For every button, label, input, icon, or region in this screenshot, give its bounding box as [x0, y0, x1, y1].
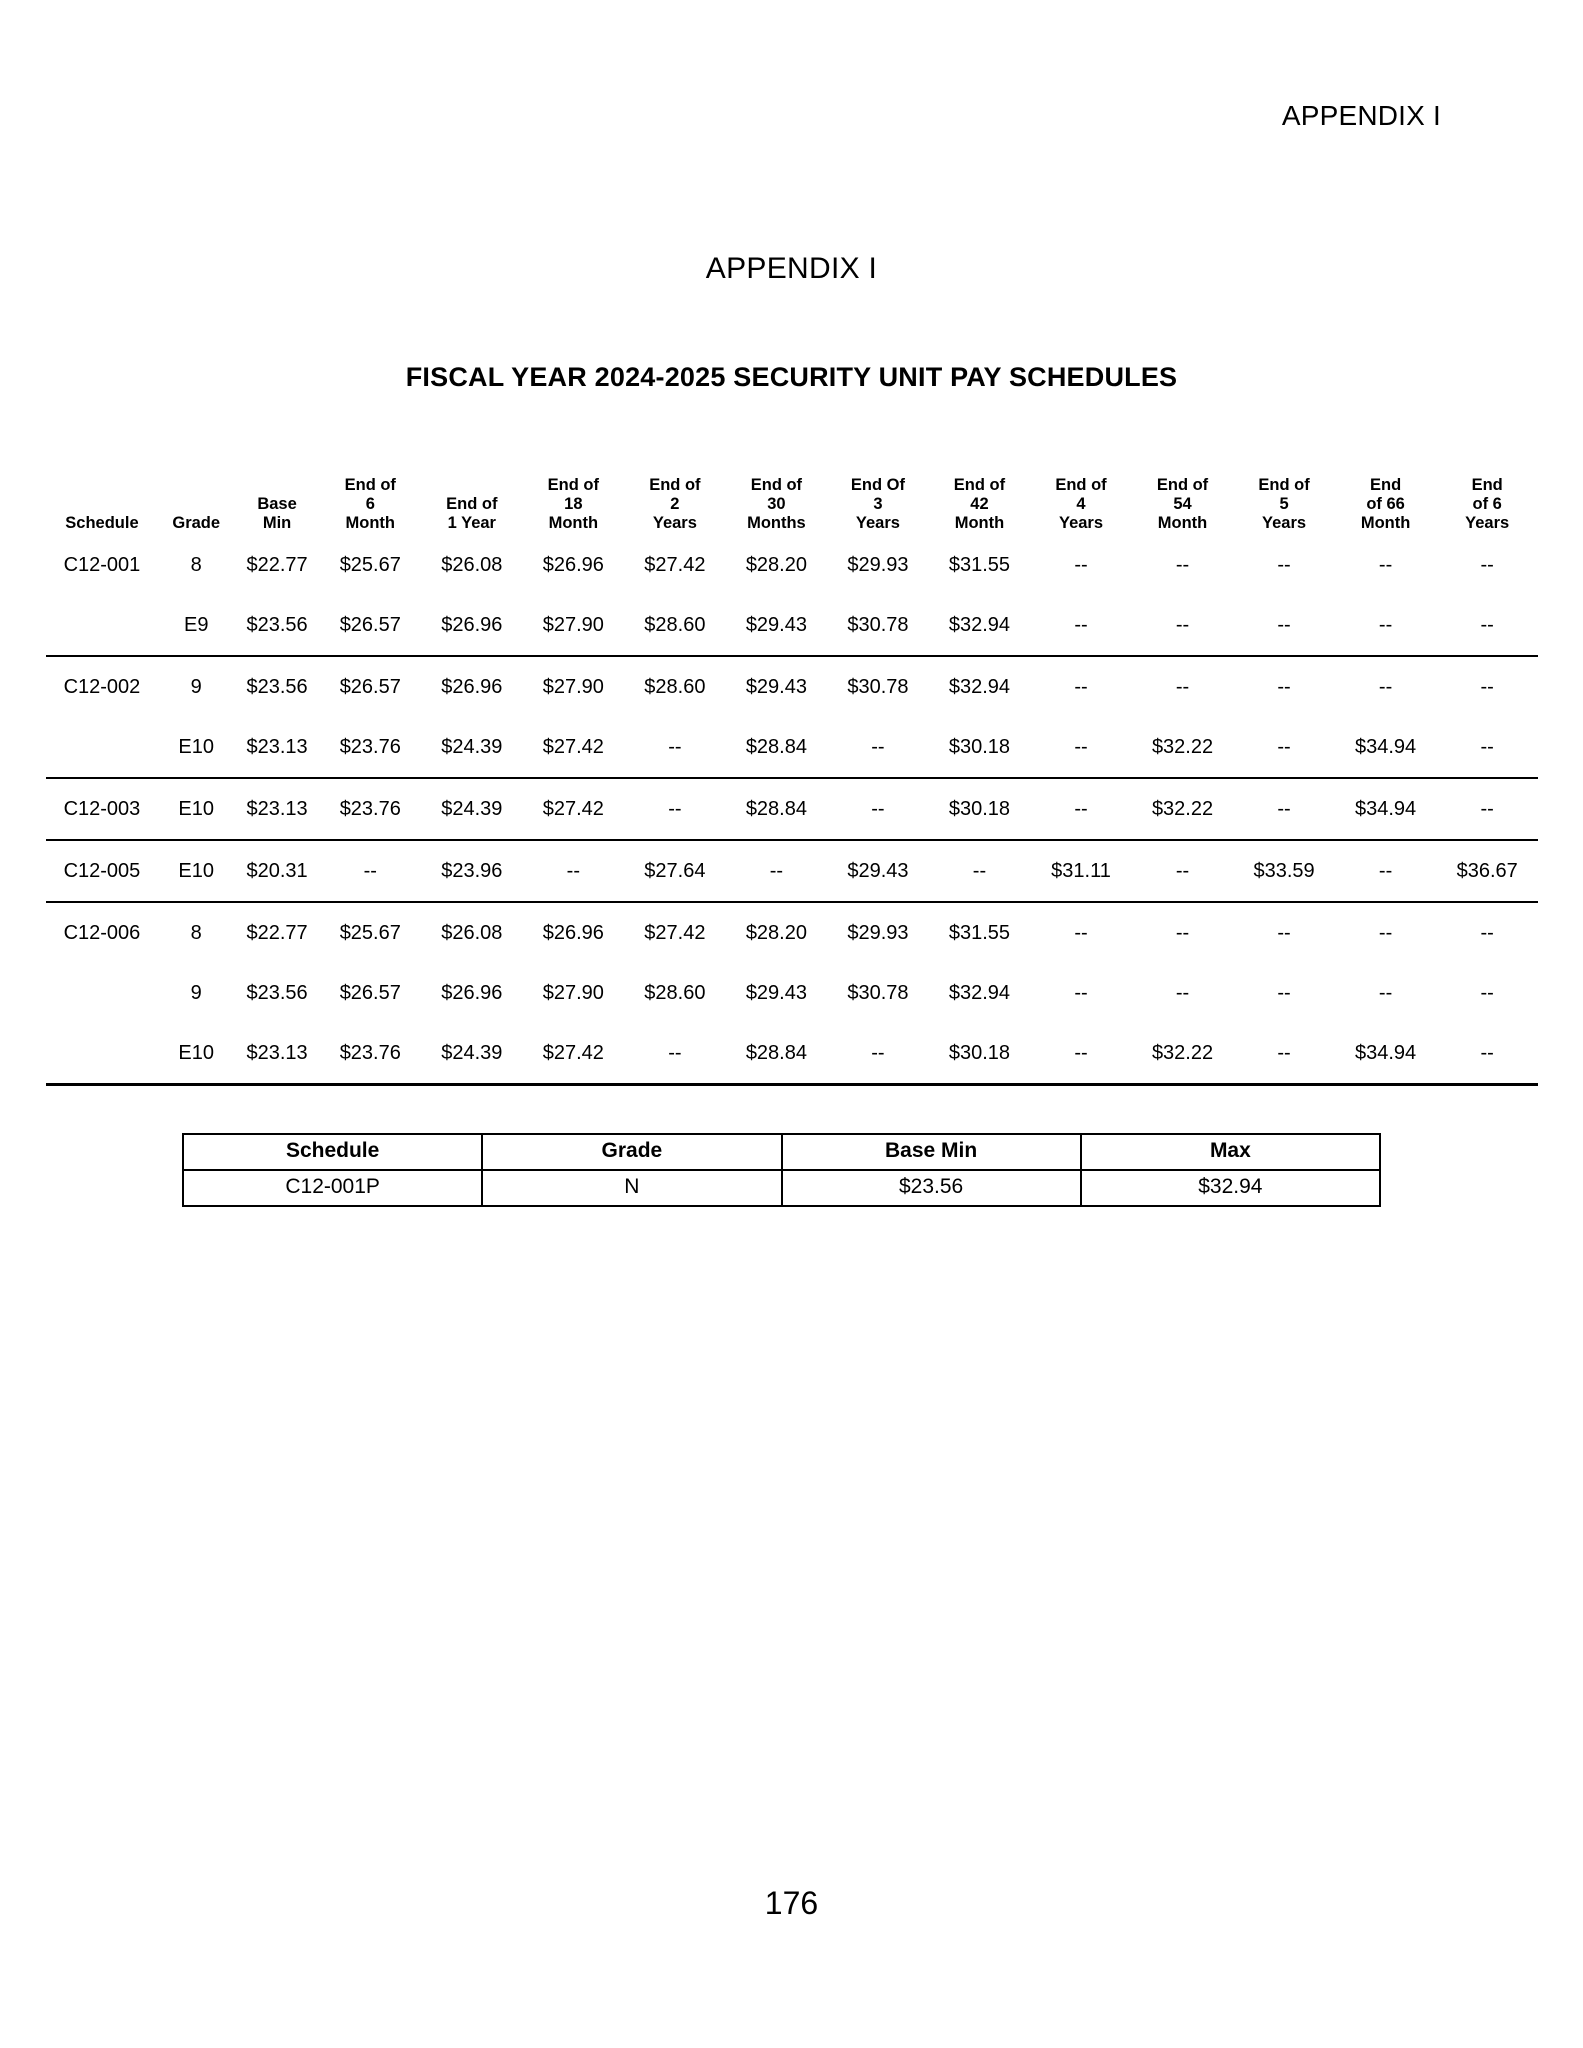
- pay-rate-cell: --: [1436, 902, 1538, 963]
- pay-rate-cell: $24.39: [421, 1023, 523, 1085]
- pay-rate-cell: $30.18: [948, 736, 1011, 758]
- pay-rate-cell: --: [1074, 982, 1088, 1004]
- pay-table-column-header: [1233, 447, 1335, 535]
- column-header-line: 30: [767, 494, 786, 513]
- schedule-cell: C12-001: [63, 554, 141, 576]
- pay-rate-cell: --: [1436, 656, 1538, 717]
- summary-column-header: Grade: [482, 1134, 781, 1170]
- pay-rate-cell: --: [1436, 1023, 1538, 1085]
- pay-rate-cell: $32.94: [929, 656, 1031, 717]
- pay-rate-cell: $25.67: [339, 554, 401, 576]
- schedule-cell: C12-006: [46, 902, 158, 963]
- pay-rate-cell: --: [827, 778, 929, 840]
- pay-rate-cell: $34.94: [1335, 1023, 1437, 1085]
- pay-rate-cell: $23.56: [246, 614, 308, 636]
- column-header-line: Month: [1360, 513, 1411, 532]
- page-title: APPENDIX I: [705, 252, 878, 285]
- pay-rate-cell: $29.43: [745, 982, 807, 1004]
- pay-table-column-header: [523, 447, 625, 535]
- column-header-line: 6: [365, 494, 375, 513]
- pay-rate-cell: --: [1277, 736, 1291, 758]
- pay-rate-cell: $27.90: [542, 982, 604, 1004]
- pay-table-column-header: [1030, 447, 1132, 535]
- column-header-line: End of: [547, 475, 599, 494]
- column-header-line: Years: [1058, 513, 1104, 532]
- pay-rate-cell: $32.22: [1151, 736, 1214, 758]
- pay-rate-cell: $27.42: [542, 736, 604, 758]
- pay-rate-cell: --: [1378, 614, 1393, 636]
- table-row: [46, 656, 1538, 717]
- summary-cell: $32.94: [1081, 1170, 1380, 1206]
- pay-table-column-header: [320, 447, 422, 535]
- schedule-cell: [46, 595, 158, 656]
- column-header-line: End of: [750, 475, 803, 494]
- pay-rate-cell: --: [624, 778, 726, 840]
- pay-rate-cell: --: [871, 736, 885, 758]
- pay-rate-cell: --: [1074, 614, 1088, 636]
- pay-rate-cell: $30.78: [847, 982, 909, 1004]
- pay-table-column-header: [158, 447, 235, 535]
- pay-rate-cell: --: [827, 1023, 929, 1085]
- pay-rate-cell: --: [1233, 902, 1335, 963]
- column-header-line: End: [1370, 475, 1402, 494]
- pay-table-column-header: [235, 447, 320, 535]
- column-header-line: of 6: [1472, 494, 1502, 513]
- column-header-line: End of: [1156, 475, 1209, 494]
- column-header-line: 42: [970, 494, 989, 513]
- pay-rate-cell: $30.18: [929, 778, 1031, 840]
- table-row: [46, 595, 1538, 656]
- pay-rate-cell: $23.76: [339, 736, 401, 758]
- pay-rate-cell: --: [1132, 840, 1234, 902]
- column-header-line: 1 Year: [447, 513, 496, 532]
- column-header-line: of 66: [1366, 494, 1405, 513]
- pay-table-column-header: [421, 447, 523, 535]
- summary-cell: N: [482, 1170, 781, 1206]
- summary-cell: C12-001P: [183, 1170, 482, 1206]
- column-header-line: 5: [1279, 494, 1289, 513]
- pay-table-column-header: [1436, 447, 1538, 535]
- pay-rate-cell: $36.67: [1436, 840, 1538, 902]
- pay-rate-cell: $28.60: [624, 656, 726, 717]
- table-row: [46, 840, 1538, 902]
- column-header-line: Month: [1157, 513, 1208, 532]
- grade-cell: E10: [178, 736, 215, 758]
- pay-rate-cell: $31.55: [948, 554, 1011, 576]
- summary-table: [182, 1133, 1381, 1207]
- pay-rate-cell: $26.96: [441, 982, 503, 1004]
- pay-rate-cell: $24.39: [421, 778, 523, 840]
- pay-rate-cell: --: [1277, 614, 1291, 636]
- column-header-line: Base: [257, 494, 297, 513]
- pay-rate-cell: $20.31: [235, 840, 320, 902]
- pay-table-header: [46, 447, 1538, 535]
- column-header-line: End of: [953, 475, 1006, 494]
- pay-rate-cell: --: [1132, 902, 1234, 963]
- pay-rate-cell: --: [1233, 656, 1335, 717]
- pay-rate-cell: $26.57: [320, 656, 422, 717]
- column-header-line: Month: [954, 513, 1005, 532]
- pay-rate-cell: --: [668, 736, 682, 758]
- column-header-line: 3: [873, 494, 883, 513]
- pay-rate-cell: $25.67: [320, 902, 422, 963]
- pay-rate-cell: $23.13: [235, 1023, 320, 1085]
- pay-rate-cell: --: [320, 840, 422, 902]
- pay-rate-cell: --: [1175, 982, 1190, 1004]
- pay-schedule-table: [46, 447, 1538, 1086]
- column-header-line: 18: [564, 494, 583, 513]
- pay-rate-cell: $27.64: [624, 840, 726, 902]
- pay-rate-cell: $31.55: [929, 902, 1031, 963]
- pay-rate-cell: --: [523, 840, 625, 902]
- pay-rate-cell: $30.78: [847, 614, 909, 636]
- pay-rate-cell: $29.43: [745, 614, 807, 636]
- pay-rate-cell: --: [1030, 902, 1132, 963]
- column-header-line: 2: [670, 494, 680, 513]
- table-row: [46, 902, 1538, 963]
- pay-rate-cell: $32.22: [1132, 1023, 1234, 1085]
- pay-rate-cell: $24.39: [441, 736, 503, 758]
- pay-rate-cell: --: [1480, 614, 1494, 636]
- pay-table-column-header: [1132, 447, 1234, 535]
- column-header-line: Years: [1262, 513, 1307, 532]
- pay-rate-cell: $27.42: [624, 902, 726, 963]
- pay-rate-cell: $27.90: [523, 656, 625, 717]
- column-header-line: Years: [855, 513, 900, 532]
- summary-table-header-row: [183, 1134, 1380, 1170]
- pay-rate-cell: --: [1436, 778, 1538, 840]
- pay-rate-cell: $23.56: [246, 982, 308, 1004]
- pay-rate-cell: --: [1074, 554, 1088, 576]
- pay-rate-cell: --: [1335, 840, 1437, 902]
- schedule-cell: C12-005: [46, 840, 158, 902]
- column-header-line: End Of: [850, 475, 905, 494]
- pay-rate-cell: $28.60: [644, 982, 706, 1004]
- pay-rate-cell: $29.43: [726, 656, 828, 717]
- pay-rate-cell: $28.20: [726, 902, 828, 963]
- pay-rate-cell: $34.94: [1335, 778, 1437, 840]
- page-number: 176: [764, 1885, 819, 1921]
- grade-cell: E9: [183, 614, 209, 636]
- column-header-line: End: [1471, 475, 1503, 494]
- pay-rate-cell: $30.78: [827, 656, 929, 717]
- grade-cell: 9: [190, 982, 202, 1004]
- summary-column-header: Schedule: [183, 1134, 482, 1170]
- column-header-line: End of: [1258, 475, 1310, 494]
- summary-column-header: Base Min: [782, 1134, 1081, 1170]
- column-header-line: End of: [1055, 475, 1107, 494]
- summary-table-header: [183, 1134, 1380, 1170]
- pay-table-header-row: [46, 447, 1538, 535]
- page-subtitle: FISCAL YEAR 2024-2025 SECURITY UNIT PAY SCHEDULES: [405, 362, 1178, 392]
- pay-table-column-header: [46, 447, 158, 535]
- table-row: [46, 963, 1538, 1023]
- grade-cell: E10: [158, 778, 235, 840]
- pay-rate-cell: $26.57: [339, 614, 401, 636]
- grade-cell: E10: [158, 1023, 235, 1085]
- column-header-line: Years: [652, 513, 697, 532]
- column-header-line: End of: [344, 475, 396, 494]
- pay-rate-cell: $32.22: [1132, 778, 1234, 840]
- table-row: [46, 778, 1538, 840]
- column-header-line: Months: [747, 513, 806, 532]
- pay-rate-cell: --: [1175, 554, 1190, 576]
- column-header-line: Min: [262, 513, 292, 532]
- table-row: [183, 1170, 1380, 1206]
- summary-column-header: Max: [1081, 1134, 1380, 1170]
- pay-rate-cell: $33.59: [1233, 840, 1335, 902]
- pay-rate-cell: $26.08: [421, 902, 523, 963]
- pay-rate-cell: --: [1233, 1023, 1335, 1085]
- pay-rate-cell: --: [929, 840, 1031, 902]
- pay-schedule-table-container: [46, 447, 1538, 1086]
- pay-rate-cell: $32.94: [948, 982, 1011, 1004]
- pay-rate-cell: $28.84: [726, 1023, 828, 1085]
- pay-rate-cell: $28.20: [745, 554, 807, 576]
- pay-rate-cell: $27.42: [523, 778, 625, 840]
- pay-rate-cell: $34.94: [1355, 736, 1417, 758]
- column-header-line: Grade: [172, 513, 221, 532]
- pay-rate-cell: $23.13: [235, 778, 320, 840]
- pay-rate-cell: --: [1030, 656, 1132, 717]
- summary-cell: $23.56: [782, 1170, 1081, 1206]
- pay-rate-cell: --: [1074, 736, 1088, 758]
- pay-rate-cell: $29.93: [827, 902, 929, 963]
- pay-table-column-header: [726, 447, 828, 535]
- pay-rate-cell: $26.57: [339, 982, 401, 1004]
- pay-rate-cell: $29.43: [827, 840, 929, 902]
- schedule-cell: C12-002: [46, 656, 158, 717]
- pay-rate-cell: --: [1030, 778, 1132, 840]
- schedule-cell: C12-003: [46, 778, 158, 840]
- pay-rate-cell: --: [1132, 656, 1234, 717]
- grade-cell: E10: [158, 840, 235, 902]
- grade-cell: 8: [158, 902, 235, 963]
- column-header-line: Years: [1465, 513, 1510, 532]
- pay-rate-cell: $26.96: [421, 656, 523, 717]
- pay-rate-cell: $31.11: [1030, 840, 1132, 902]
- pay-rate-cell: $22.77: [246, 554, 308, 576]
- schedule-cell: [46, 717, 158, 778]
- column-header-line: Month: [548, 513, 599, 532]
- pay-rate-cell: --: [1378, 982, 1393, 1004]
- table-row: [46, 717, 1538, 778]
- pay-rate-cell: --: [1335, 656, 1437, 717]
- summary-table-body: [183, 1170, 1380, 1206]
- running-head: APPENDIX I: [1281, 100, 1441, 131]
- pay-rate-cell: $29.93: [847, 554, 909, 576]
- pay-rate-cell: --: [1277, 982, 1291, 1004]
- grade-cell: 8: [190, 554, 202, 576]
- pay-table-column-header: [624, 447, 726, 535]
- schedule-cell: [46, 963, 158, 1023]
- pay-rate-cell: --: [1480, 554, 1494, 576]
- pay-rate-cell: $26.96: [523, 902, 625, 963]
- pay-rate-cell: --: [1335, 902, 1437, 963]
- pay-rate-cell: $23.76: [320, 778, 422, 840]
- pay-rate-cell: --: [1480, 736, 1494, 758]
- pay-rate-cell: $23.76: [320, 1023, 422, 1085]
- column-header-line: 4: [1076, 494, 1086, 513]
- pay-rate-cell: --: [1233, 778, 1335, 840]
- pay-table-body: [46, 535, 1538, 1085]
- pay-table-column-header: [929, 447, 1031, 535]
- pay-rate-cell: $28.84: [726, 778, 828, 840]
- pay-rate-cell: $30.18: [929, 1023, 1031, 1085]
- pay-rate-cell: $27.90: [542, 614, 604, 636]
- pay-rate-cell: --: [1378, 554, 1393, 576]
- pay-rate-cell: $23.56: [235, 656, 320, 717]
- pay-rate-cell: $26.96: [542, 554, 604, 576]
- column-header-line: 54: [1173, 494, 1192, 513]
- pay-rate-cell: --: [1175, 614, 1190, 636]
- pay-rate-cell: $23.96: [421, 840, 523, 902]
- column-header-line: End of: [649, 475, 701, 494]
- summary-table-container: [182, 1133, 1381, 1207]
- column-header-line: Schedule: [65, 513, 139, 532]
- pay-table-column-header: [827, 447, 929, 535]
- pay-rate-cell: $23.13: [246, 736, 308, 758]
- pay-rate-cell: $32.94: [948, 614, 1011, 636]
- pay-rate-cell: $26.08: [441, 554, 503, 576]
- pay-rate-cell: $28.60: [644, 614, 706, 636]
- pay-rate-cell: $27.42: [644, 554, 706, 576]
- table-row: [46, 1023, 1538, 1085]
- pay-rate-cell: --: [1277, 554, 1291, 576]
- column-header-line: Month: [345, 513, 396, 532]
- pay-rate-cell: $22.77: [235, 902, 320, 963]
- schedule-cell: [46, 1023, 158, 1085]
- pay-rate-cell: --: [1480, 982, 1494, 1004]
- grade-cell: 9: [158, 656, 235, 717]
- pay-rate-cell: --: [1030, 1023, 1132, 1085]
- pay-table-column-header: [1335, 447, 1437, 535]
- pay-rate-cell: --: [726, 840, 828, 902]
- pay-rate-cell: $27.42: [523, 1023, 625, 1085]
- pay-rate-cell: $26.96: [441, 614, 503, 636]
- pay-rate-cell: --: [624, 1023, 726, 1085]
- pay-rate-cell: $28.84: [745, 736, 807, 758]
- column-header-line: End of: [446, 494, 498, 513]
- table-row: [46, 535, 1538, 595]
